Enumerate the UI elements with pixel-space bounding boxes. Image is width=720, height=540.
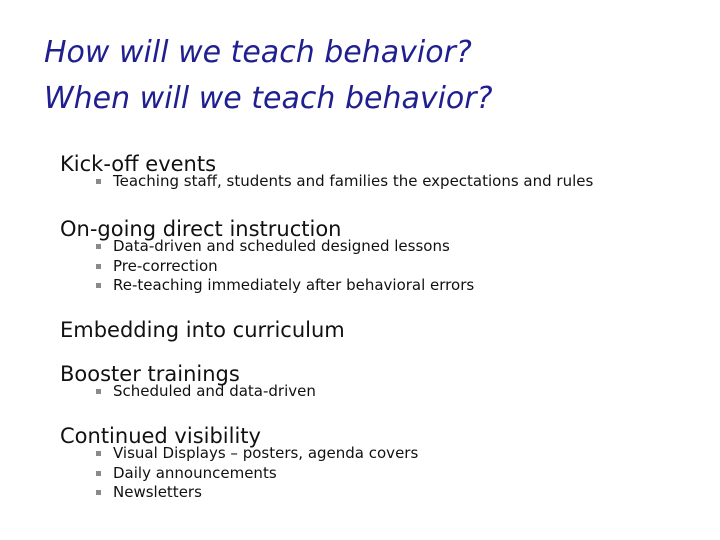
section-heading: Kick-off events (60, 152, 217, 176)
section-embedding-into-curriculum (60, 318, 700, 342)
square-bullet-icon (96, 389, 101, 394)
square-bullet-icon (96, 451, 101, 456)
list-item (96, 382, 700, 402)
square-bullet-icon (96, 264, 101, 269)
list-item-text: Data-driven and scheduled designed lessons (113, 237, 450, 255)
list-item (96, 257, 700, 277)
section-heading: On-going direct instruction (60, 217, 342, 241)
section-heading: Embedding into curriculum (60, 318, 345, 342)
title-line-2: When will we teach behavior? (44, 81, 493, 116)
sub-list (96, 237, 700, 296)
list-item-text: Scheduled and data-driven (113, 382, 316, 400)
section-continued-visibility (60, 424, 700, 503)
slide-title (44, 30, 704, 122)
list-item-text: Pre-correction (113, 256, 218, 275)
section-kick-off-events (60, 152, 700, 192)
section-heading: Booster trainings (60, 362, 240, 386)
list-item (96, 444, 700, 464)
section-heading: Continued visibility (60, 424, 261, 448)
square-bullet-icon (96, 179, 101, 184)
title-line-1: How will we teach behavior? (44, 35, 472, 70)
square-bullet-icon (96, 244, 101, 249)
section-on-going-direct-instruction (60, 217, 700, 296)
square-bullet-icon (96, 283, 101, 288)
list-item-text: Re-teaching immediately after behavioral errors (113, 276, 475, 294)
list-item (96, 483, 700, 503)
sub-list (96, 444, 700, 503)
list-item (96, 237, 700, 257)
list-item-text: Newsletters (113, 483, 202, 501)
list-item-text: Visual Displays – posters, agenda covers (113, 444, 419, 462)
list-item-text: Teaching staff, students and families the expectations and rules (113, 172, 594, 190)
sub-list (96, 172, 700, 192)
square-bullet-icon (96, 490, 101, 495)
square-bullet-icon (96, 471, 101, 476)
list-item (96, 276, 700, 296)
list-item (96, 172, 700, 192)
section-booster-trainings (60, 362, 700, 402)
list-item-text: Daily announcements (113, 463, 277, 482)
list-item (96, 464, 700, 484)
sub-list (96, 382, 700, 402)
